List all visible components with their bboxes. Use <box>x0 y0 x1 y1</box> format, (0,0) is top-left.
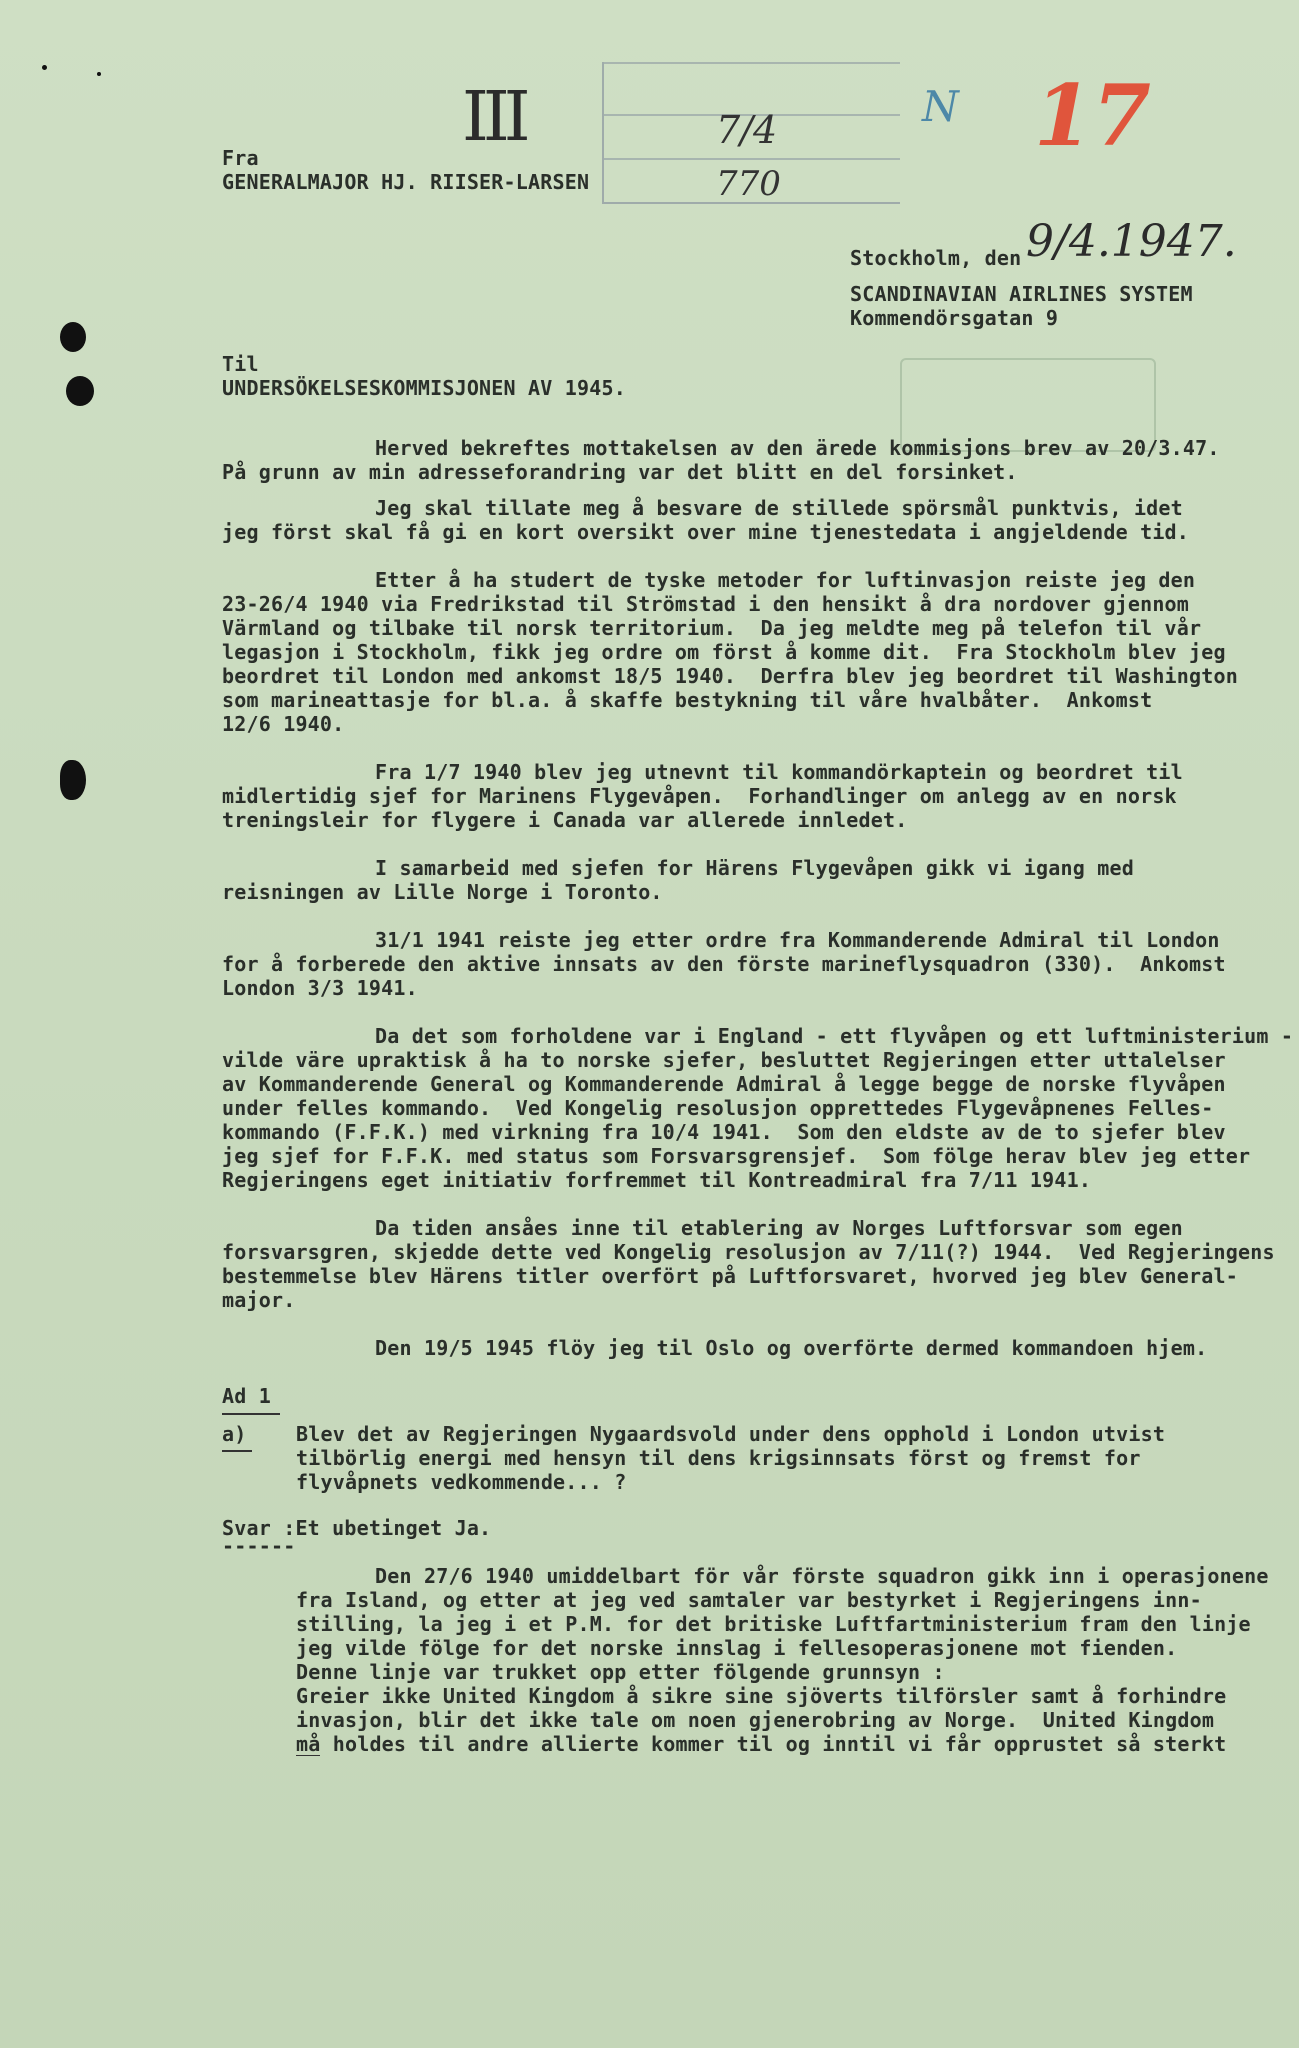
body-line: På grunn av min adresseforandring var det blitt en del forsinket. <box>222 460 1018 484</box>
body-line: 31/1 1941 reiste jeg etter ordre fra Kommanderende Admiral til London <box>375 928 1220 952</box>
body-line: vilde väre upraktisk å ha to norske sjefer, besluttet Regjeringen etter uttalelser <box>222 1048 1226 1072</box>
question-line: Blev det av Regjeringen Nygaardsvold under dens opphold i London utvist <box>296 1422 1166 1446</box>
punch-hole-1 <box>60 322 86 352</box>
body-line: forsvarsgren, skjedde dette ved Kongelig resolusjon av 7/11(?) 1944. Ved Regjeringens <box>222 1240 1275 1264</box>
punch-hole-5 <box>97 72 101 76</box>
body-line: jeg sjef for F.F.K. med status som Forsvarsgrensjef. Som fölge herav blev jeg etter <box>222 1144 1251 1168</box>
body-line: midlertidig sjef for Marinens Flygevåpen. Forhandlinger om anlegg av en norsk <box>222 784 1177 808</box>
answer-line: Greier ikke United Kingdom å sikre sine sjöverts tilförsler samt å forhindre <box>296 1684 1227 1708</box>
body-line: Da tiden ansåes inne til etablering av Norges Luftforsvar som egen <box>375 1216 1183 1240</box>
answer-line: jeg vilde fölge for det norske innslag i fellesoperasjonene mot fienden. <box>296 1636 1178 1660</box>
recipient-name: UNDERSÖKELSESKOMMISJONEN AV 1945. <box>222 376 626 400</box>
body-line: reisningen av Lille Norge i Toronto. <box>222 880 663 904</box>
answer-label-underline: ------ <box>222 1534 296 1558</box>
handwritten-mark-right: N <box>922 82 959 131</box>
place-date-prefix: Stockholm, den <box>850 246 1022 270</box>
answer-line: må holdes til andre allierte kommer til og inntil vi får opprustet så sterkt <box>296 1732 1227 1756</box>
body-line: Fra 1/7 1940 blev jeg utnevnt til kommandörkaptein og beordret til <box>375 760 1183 784</box>
body-line: Den 19/5 1945 flöy jeg til Oslo og overförte dermed kommandoen hjem. <box>375 1336 1208 1360</box>
handwritten-mark-top: III <box>462 78 525 157</box>
section-heading-underline <box>222 1413 280 1415</box>
body-line: London 3/3 1941. <box>222 976 418 1000</box>
body-line: Värmland og tilbake til norsk territorium. Da jeg meldte meg på telefon til vår <box>222 616 1202 640</box>
answer-line: Denne linje var trukket opp etter fölgende grunnsyn : <box>296 1660 945 1684</box>
underline-ma <box>296 1755 320 1756</box>
body-line: av Kommanderende General og Kommanderende Admiral å legge begge de norske flyvåpen <box>222 1072 1226 1096</box>
body-line: som marineattasje for bl.a. å skaffe bestykning til våre hvalbåter. Ankomst <box>222 688 1153 712</box>
body-line: under felles kommando. Ved Kongelig resolusjon opprettedes Flygevåpnenes Felles- <box>222 1096 1214 1120</box>
answer-line: stilling, la jeg i et P.M. for det britiske Luftfartministerium fram den linje <box>296 1612 1251 1636</box>
handwritten-red-number: 17 <box>1034 66 1151 165</box>
body-line: beordret til London med ankomst 18/5 1940. Derfra blev jeg beordret til Washington <box>222 664 1239 688</box>
body-line: 12/6 1940. <box>222 712 345 736</box>
punch-hole-4 <box>42 65 47 70</box>
organization-name: SCANDINAVIAN AIRLINES SYSTEM <box>850 282 1193 306</box>
body-line: for å forberede den aktive innsats av den förste marineflysquadron (330). Ankomst <box>222 952 1226 976</box>
to-label: Til <box>222 352 259 376</box>
body-line: bestemmelse blev Härens titler overfört på Luftforsvaret, hvorved jeg blev General- <box>222 1264 1239 1288</box>
body-line: Regjeringens eget initiativ forfremmet til Kontreadmiral fra 7/11 1941. <box>222 1168 1092 1192</box>
stamp-ref-top: 7/4 <box>716 108 778 152</box>
body-line: Jeg skal tillate meg å besvare de stillede spörsmål punktvis, idet <box>375 496 1183 520</box>
body-line: kommando (F.F.K.) med virkning fra 10/4 1941. Som den eldste av de to sjefer blev <box>222 1120 1226 1144</box>
answer-line: fra Island, og etter at jeg ved samtaler var bestyrket i Regjeringens inn- <box>296 1588 1202 1612</box>
punch-hole-3 <box>60 760 86 800</box>
from-label: Fra <box>222 146 259 170</box>
question-label-underline <box>222 1450 252 1452</box>
organization-address: Kommendörsgatan 9 <box>850 306 1059 330</box>
body-line: Herved bekreftes mottakelsen av den ärede kommisjons brev av 20/3.47. <box>375 436 1220 460</box>
body-line: treningsleir for flygere i Canada var allerede innledet. <box>222 808 908 832</box>
punch-hole-2 <box>66 376 94 406</box>
section-heading: Ad 1 <box>222 1384 271 1408</box>
sender-name: GENERALMAJOR HJ. RIISER-LARSEN <box>222 170 590 194</box>
question-line: flyvåpnets vedkommende... ? <box>296 1470 627 1494</box>
body-line: legasjon i Stockholm, fikk jeg ordre om först å komme dit. Fra Stockholm blev jeg <box>222 640 1226 664</box>
body-line: Da det som forholdene var i England - ett flyvåpen og ett luftministerium - <box>375 1024 1294 1048</box>
question-label: a) <box>222 1422 247 1446</box>
question-line: tilbörlig energi med hensyn til dens krigsinnsats först og fremst for <box>296 1446 1141 1470</box>
answer-label: Svar :Et ubetinget Ja. <box>222 1516 492 1540</box>
answer-line: Den 27/6 1940 umiddelbart för vår förste squadron gikk inn i operasjonene <box>375 1564 1269 1588</box>
body-line: major. <box>222 1288 296 1312</box>
body-line: Etter å ha studert de tyske metoder for luftinvasjon reiste jeg den <box>375 568 1196 592</box>
stamp-ref-bottom: 770 <box>716 164 781 204</box>
body-line: jeg först skal få gi en kort oversikt over mine tjenestedata i angjeldende tid. <box>222 520 1190 544</box>
answer-line: invasjon, blir det ikke tale om noen gjenerobring av Norge. United Kingdom <box>296 1708 1215 1732</box>
handwritten-date: 9/4.1947. <box>1026 216 1237 267</box>
body-line: 23-26/4 1940 via Fredrikstad til Strömstad i den hensikt å dra nordover gjennom <box>222 592 1190 616</box>
body-line: I samarbeid med sjefen for Härens Flygevåpen gikk vi igang med <box>375 856 1134 880</box>
